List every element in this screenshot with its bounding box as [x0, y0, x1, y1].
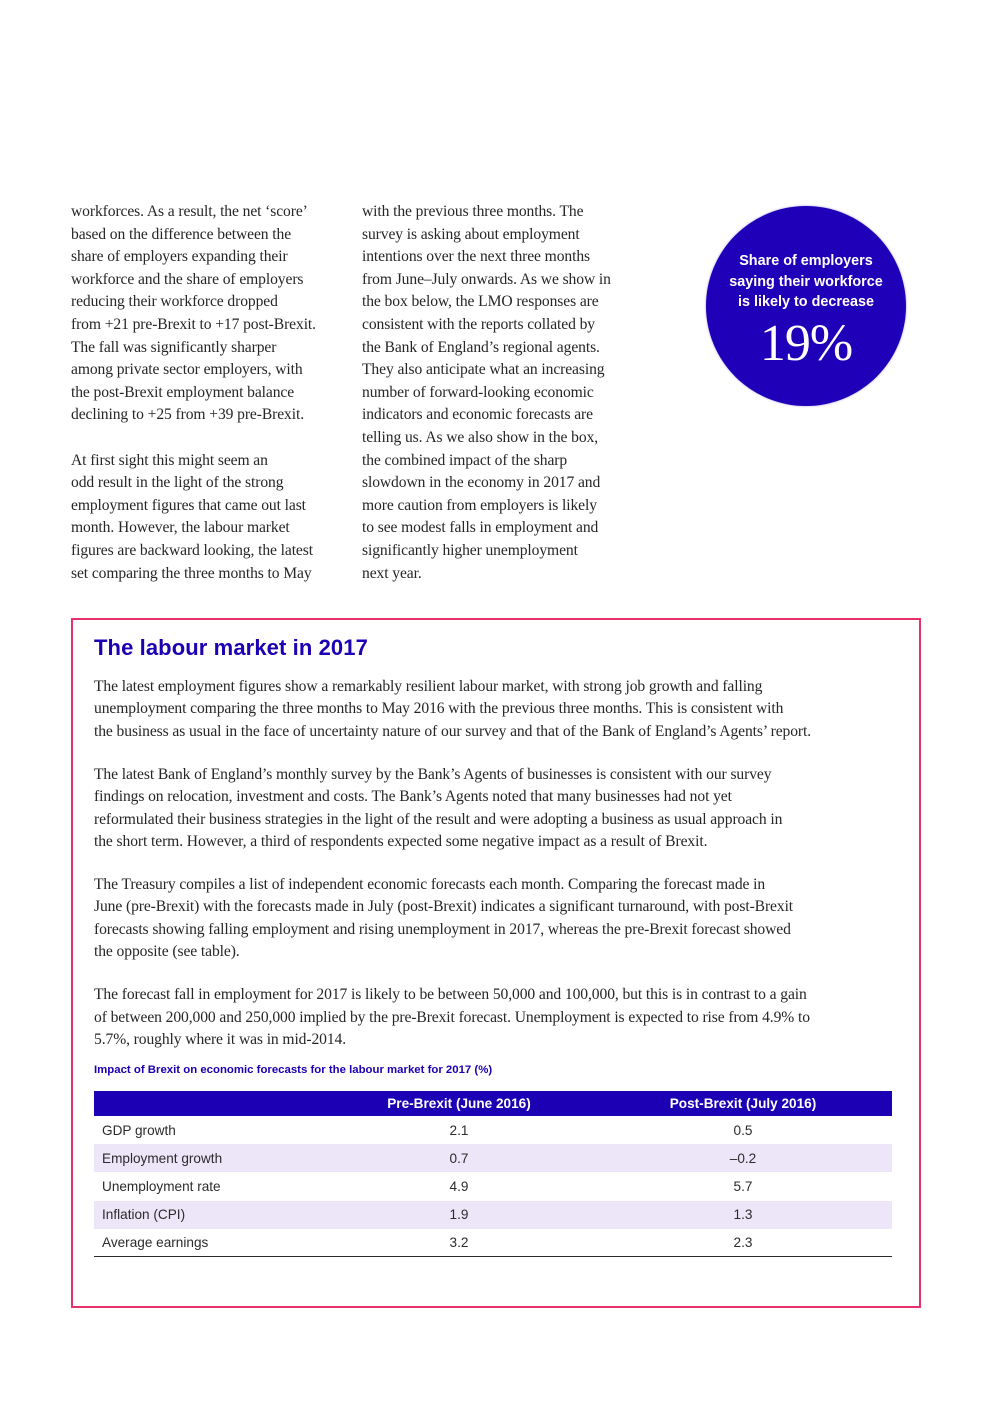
- labour-market-box: [71, 618, 921, 1308]
- table-row: [94, 1116, 892, 1144]
- row-label: Average earnings: [94, 1229, 324, 1257]
- pre-brexit-value: 2.1: [449, 1122, 469, 1138]
- box-paragraph: The latest Bank of England’s monthly survey by the Bank’s Agents of businesses is consistent with our survey findings on relocation, investment and costs. The Bank’s Agents noted that many businesses had not yet reformulated their business strategies in the light of the result and were adopting a business as usual approach in the short term. However, a third of respondents expected some negative impact as a result of Brexit.: [94, 765, 783, 851]
- article-paragraph: workforces. As a result, the net ‘score’ based on the difference between the share of employers expanding their workforce and the share of employers reducing their workforce dropped from +21 pre-Brexit to +17 post-Brexit. The fall was significantly sharper among private sector employers, with the post-Brexit employment balance declining to +25 from +39 pre-Brexit.: [71, 203, 316, 424]
- post-brexit-value: 0.5: [733, 1122, 753, 1138]
- table-row: [94, 1172, 892, 1200]
- article-column-2: [362, 201, 637, 585]
- stat-callout-circle: [706, 206, 906, 406]
- post-brexit-value: 1.3: [594, 1201, 892, 1229]
- post-brexit-value: 5.7: [733, 1178, 753, 1194]
- article-column-1: [71, 201, 346, 585]
- forecast-table: [94, 1091, 892, 1257]
- box-paragraph: The forecast fall in employment for 2017 is likely to be between 50,000 and 100,000, but this is in contrast to a gain of between 200,000 and 250,000 implied by the pre-Brexit forecast. Unemployment is expected to rise from 4.9% to 5.7%, roughly where it was in mid-2014.: [94, 986, 810, 1049]
- table-header-pre-brexit: Pre-Brexit (June 2016): [324, 1091, 594, 1116]
- row-label: Unemployment rate: [102, 1178, 221, 1194]
- pre-brexit-value: 1.9: [324, 1201, 594, 1229]
- stat-callout-value: 19%: [759, 315, 853, 372]
- post-brexit-value: –0.2: [594, 1144, 892, 1172]
- table-caption: Impact of Brexit on economic forecasts for the labour market for 2017 (%): [94, 1064, 493, 1076]
- article-paragraph: with the previous three months. The survey is asking about employment intentions over the next three months from June–July onwards. As we show in the box below, the LMO responses are consistent with the reports collated by the Bank of England’s regional agents. They also anticipate what an increasing number of forward-looking economic indicators and economic forecasts are telling us. As we also show in the box, the combined impact of the sharp slowdown in the economy in 2017 and more caution from employers is likely to see modest falls in employment and significantly higher unemployment next year.: [362, 203, 611, 582]
- row-label: Inflation (CPI): [94, 1201, 324, 1229]
- post-brexit-value: 2.3: [594, 1229, 892, 1257]
- pre-brexit-value: 0.7: [324, 1144, 594, 1172]
- box-title: The labour market in 2017: [94, 635, 368, 660]
- table-header-label: [94, 1091, 324, 1116]
- stat-callout-label: Share of employers saying their workforce is likely to decrease: [729, 253, 883, 311]
- row-label: Employment growth: [94, 1144, 324, 1172]
- pre-brexit-value: 4.9: [449, 1178, 469, 1194]
- table-row: [94, 1144, 892, 1172]
- table-row: [94, 1229, 892, 1257]
- box-paragraph: The latest employment figures show a remarkably resilient labour market, with strong job growth and falling unemployment comparing the three months to May 2016 with the previous three months. This is consistent with the business as usual in the face of uncertainty nature of our survey and that of the Bank of England’s Agents’ report.: [94, 678, 812, 740]
- article-paragraph: At first sight this might seem an odd result in the light of the strong employment figures that came out last month. However, the labour market figures are backward looking, the latest set comparing the three months to May: [71, 451, 313, 582]
- table-header-row: [94, 1091, 892, 1116]
- box-body: [94, 676, 904, 1072]
- row-label: GDP growth: [102, 1122, 176, 1138]
- pre-brexit-value: 3.2: [324, 1229, 594, 1257]
- table-header-post-brexit: Post-Brexit (July 2016): [594, 1091, 892, 1116]
- table-row: [94, 1201, 892, 1229]
- box-paragraph: The Treasury compiles a list of independent economic forecasts each month. Comparing the forecast made in June (pre-Brexit) with the forecasts made in July (post-Brexit) indicates a significant turnaround, with post-Brexit forecasts showing falling employment and rising unemployment in 2017, whereas the pre-Brexit forecast showed the opposite (see table).: [94, 876, 794, 961]
